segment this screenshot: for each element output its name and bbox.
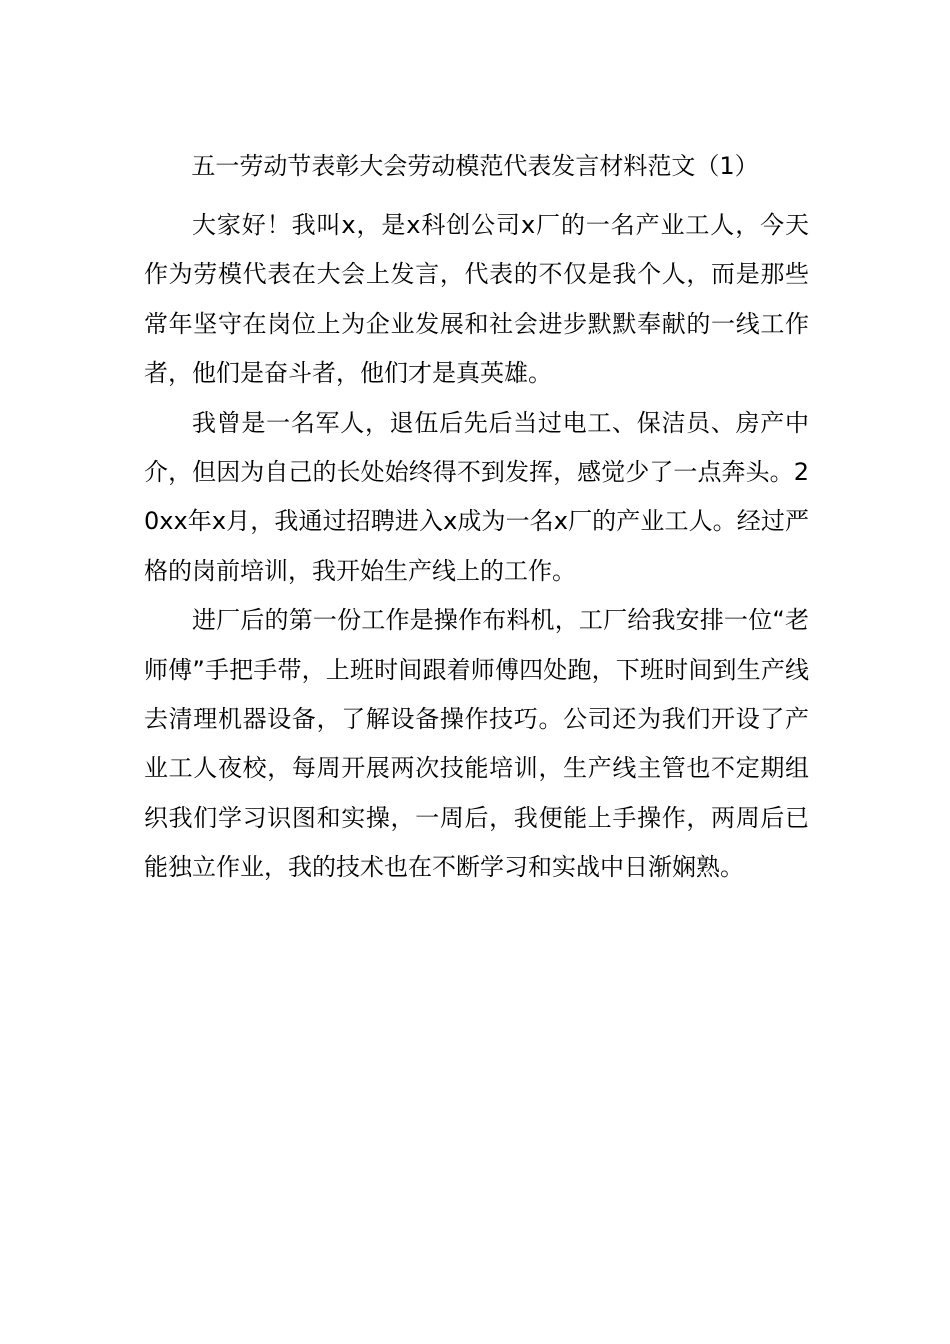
- document-title: 五一劳动节表彰大会劳动模范代表发言材料范文（1）: [191, 152, 759, 180]
- paragraph-1: 大家好！我叫x，是x科创公司x厂的一名产业工人，今天作为劳模代表在大会上发言，代表的不仅是我个人，而是那些常年坚守在岗位上为企业发展和社会进步默默奉献的一线工作者，他们是奋斗者，他们才是真英雄。: [144, 211, 809, 388]
- document-body: [144, 201, 809, 893]
- paragraph-3: 进厂后的第一份工作是操作布料机，工厂给我安排一位“老师傅”手把手带，上班时间跟着师傅四处跑，下班时间到生产线去清理机器设备，了解设备操作技巧。公司还为我们开设了产业工人夜校，每周开展两次技能培训，生产线主管也不定期组织我们学习识图和实操，一周后，我便能上手操作，两周后已能独立作业，我的技术也在不断学习和实战中日渐娴熟。: [144, 606, 809, 882]
- paragraph-2: 我曾是一名军人，退伍后先后当过电工、保洁员、房产中介，但因为自己的长处始终得不到发挥，感觉少了一点奔头。20xx年x月，我通过招聘进入x成为一名x厂的产业工人。经过严格的岗前培训，我开始生产线上的工作。: [144, 408, 809, 585]
